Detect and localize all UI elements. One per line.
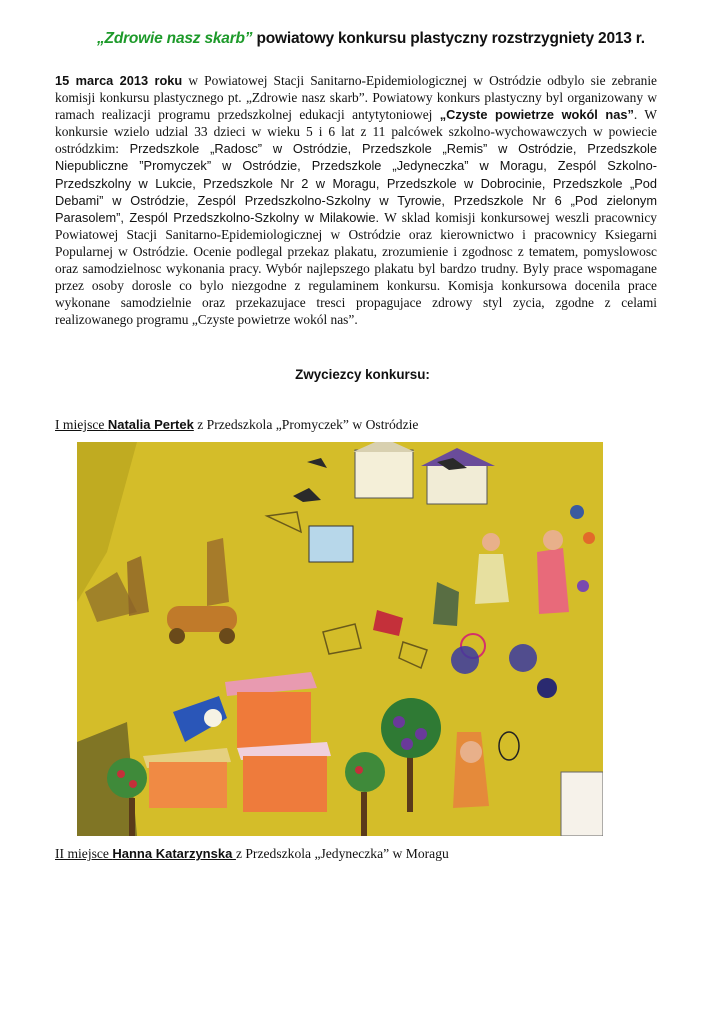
meeting-date: 15 marca 2013 roku: [55, 73, 183, 88]
paragraph-text-1: w Powiatowej Stacji Sanitarno-Epidemiologicznej w Ostródzie odbylo sie zebranie komisji konkursu plastycznego pt. „Zdrowie nasz skarb”. Powiatowy konkurs plastyczny byl organizowany w ramach realizacji programu przedszkolnej edukacji antytytoniowej: [55, 73, 658, 123]
page-title: [97, 30, 697, 48]
paragraph-text-2: . W konkursie wzielo udzial 33 dzieci w wieku 5 i 6 lat z 11 palcówek szkolno-wychowawczych w powiecie ostródzkim:: [55, 107, 658, 157]
poster-illustration: [77, 442, 603, 836]
paragraph-text-3: W sklad komisji konkursowej weszli pracownicy Powiatowej Stacji Sanitarno-Epidemiologicznej w Ostródzie oraz kierownictwo i pracownicy Ksiegarni Popularnej w Ostródzie. Ocenie podlegal przekaz plakatu, zrozumienie i zgodnosc z tematem, pomyslowosc oraz samodzielnosc wykonania pracy. Wybór najlepszego plakatu byl bardzo trudny. Byly prace wspomagane przez osoby dorosle co bylo niezgodne z regulaminem konkursu. Komisja konkursowa docenila prace wykonane samodzielnie oraz przekazujace tresci propagujace zdrowy styl zycia, zgodne z celami realizowanego programu „Czyste powietrze wokól nas”.: [55, 209, 657, 328]
program-name: „Czyste powietrze wokól nas”: [439, 107, 634, 123]
first-place-prefix: I miejsce: [55, 417, 108, 432]
body-paragraph: [55, 72, 657, 328]
first-place-school: z Przedszkola „Promyczek” w Ostródzie: [193, 417, 419, 432]
winners-heading: Zwyciezcy konkursu:: [295, 367, 430, 382]
title-rest: powiatowy konkursu plastyczny rozstrzygniety 2013 r.: [252, 30, 645, 47]
second-place-line: [55, 846, 449, 862]
first-place-line: [55, 417, 418, 433]
title-highlight: „Zdrowie nasz skarb”: [97, 30, 253, 47]
first-place-winner: Natalia Pertek: [107, 417, 194, 432]
second-place-winner: Hanna Katarzynska: [112, 846, 236, 861]
winning-poster-photo: [77, 442, 603, 836]
school-list: Przedszkole „Radosc” w Ostródzie, Przedszkole „Remis” w Ostródzie, Przedszkole Niepubliczne ”Promyczek” w Ostródzie, Przedszkole „Jedyneczka” w Moragu, Zespól Szkolno-Przedszkolny w Lukcie, Przedszkole Nr 2 w Moragu, Przedszkole w Dobrocinie, Przedszkole „Pod Debami” w Ostródzie, Zespól Przedszkolno-Szkolny w Tyrowie, Przedszkole Nr 6 „Pod zielonym Parasolem”, Zespól Przedszkolno-Szkolny w Milakowie.: [55, 141, 657, 225]
second-place-prefix: II miejsce: [55, 846, 113, 861]
second-place-school: z Przedszkola „Jedyneczka” w Moragu: [235, 846, 449, 861]
